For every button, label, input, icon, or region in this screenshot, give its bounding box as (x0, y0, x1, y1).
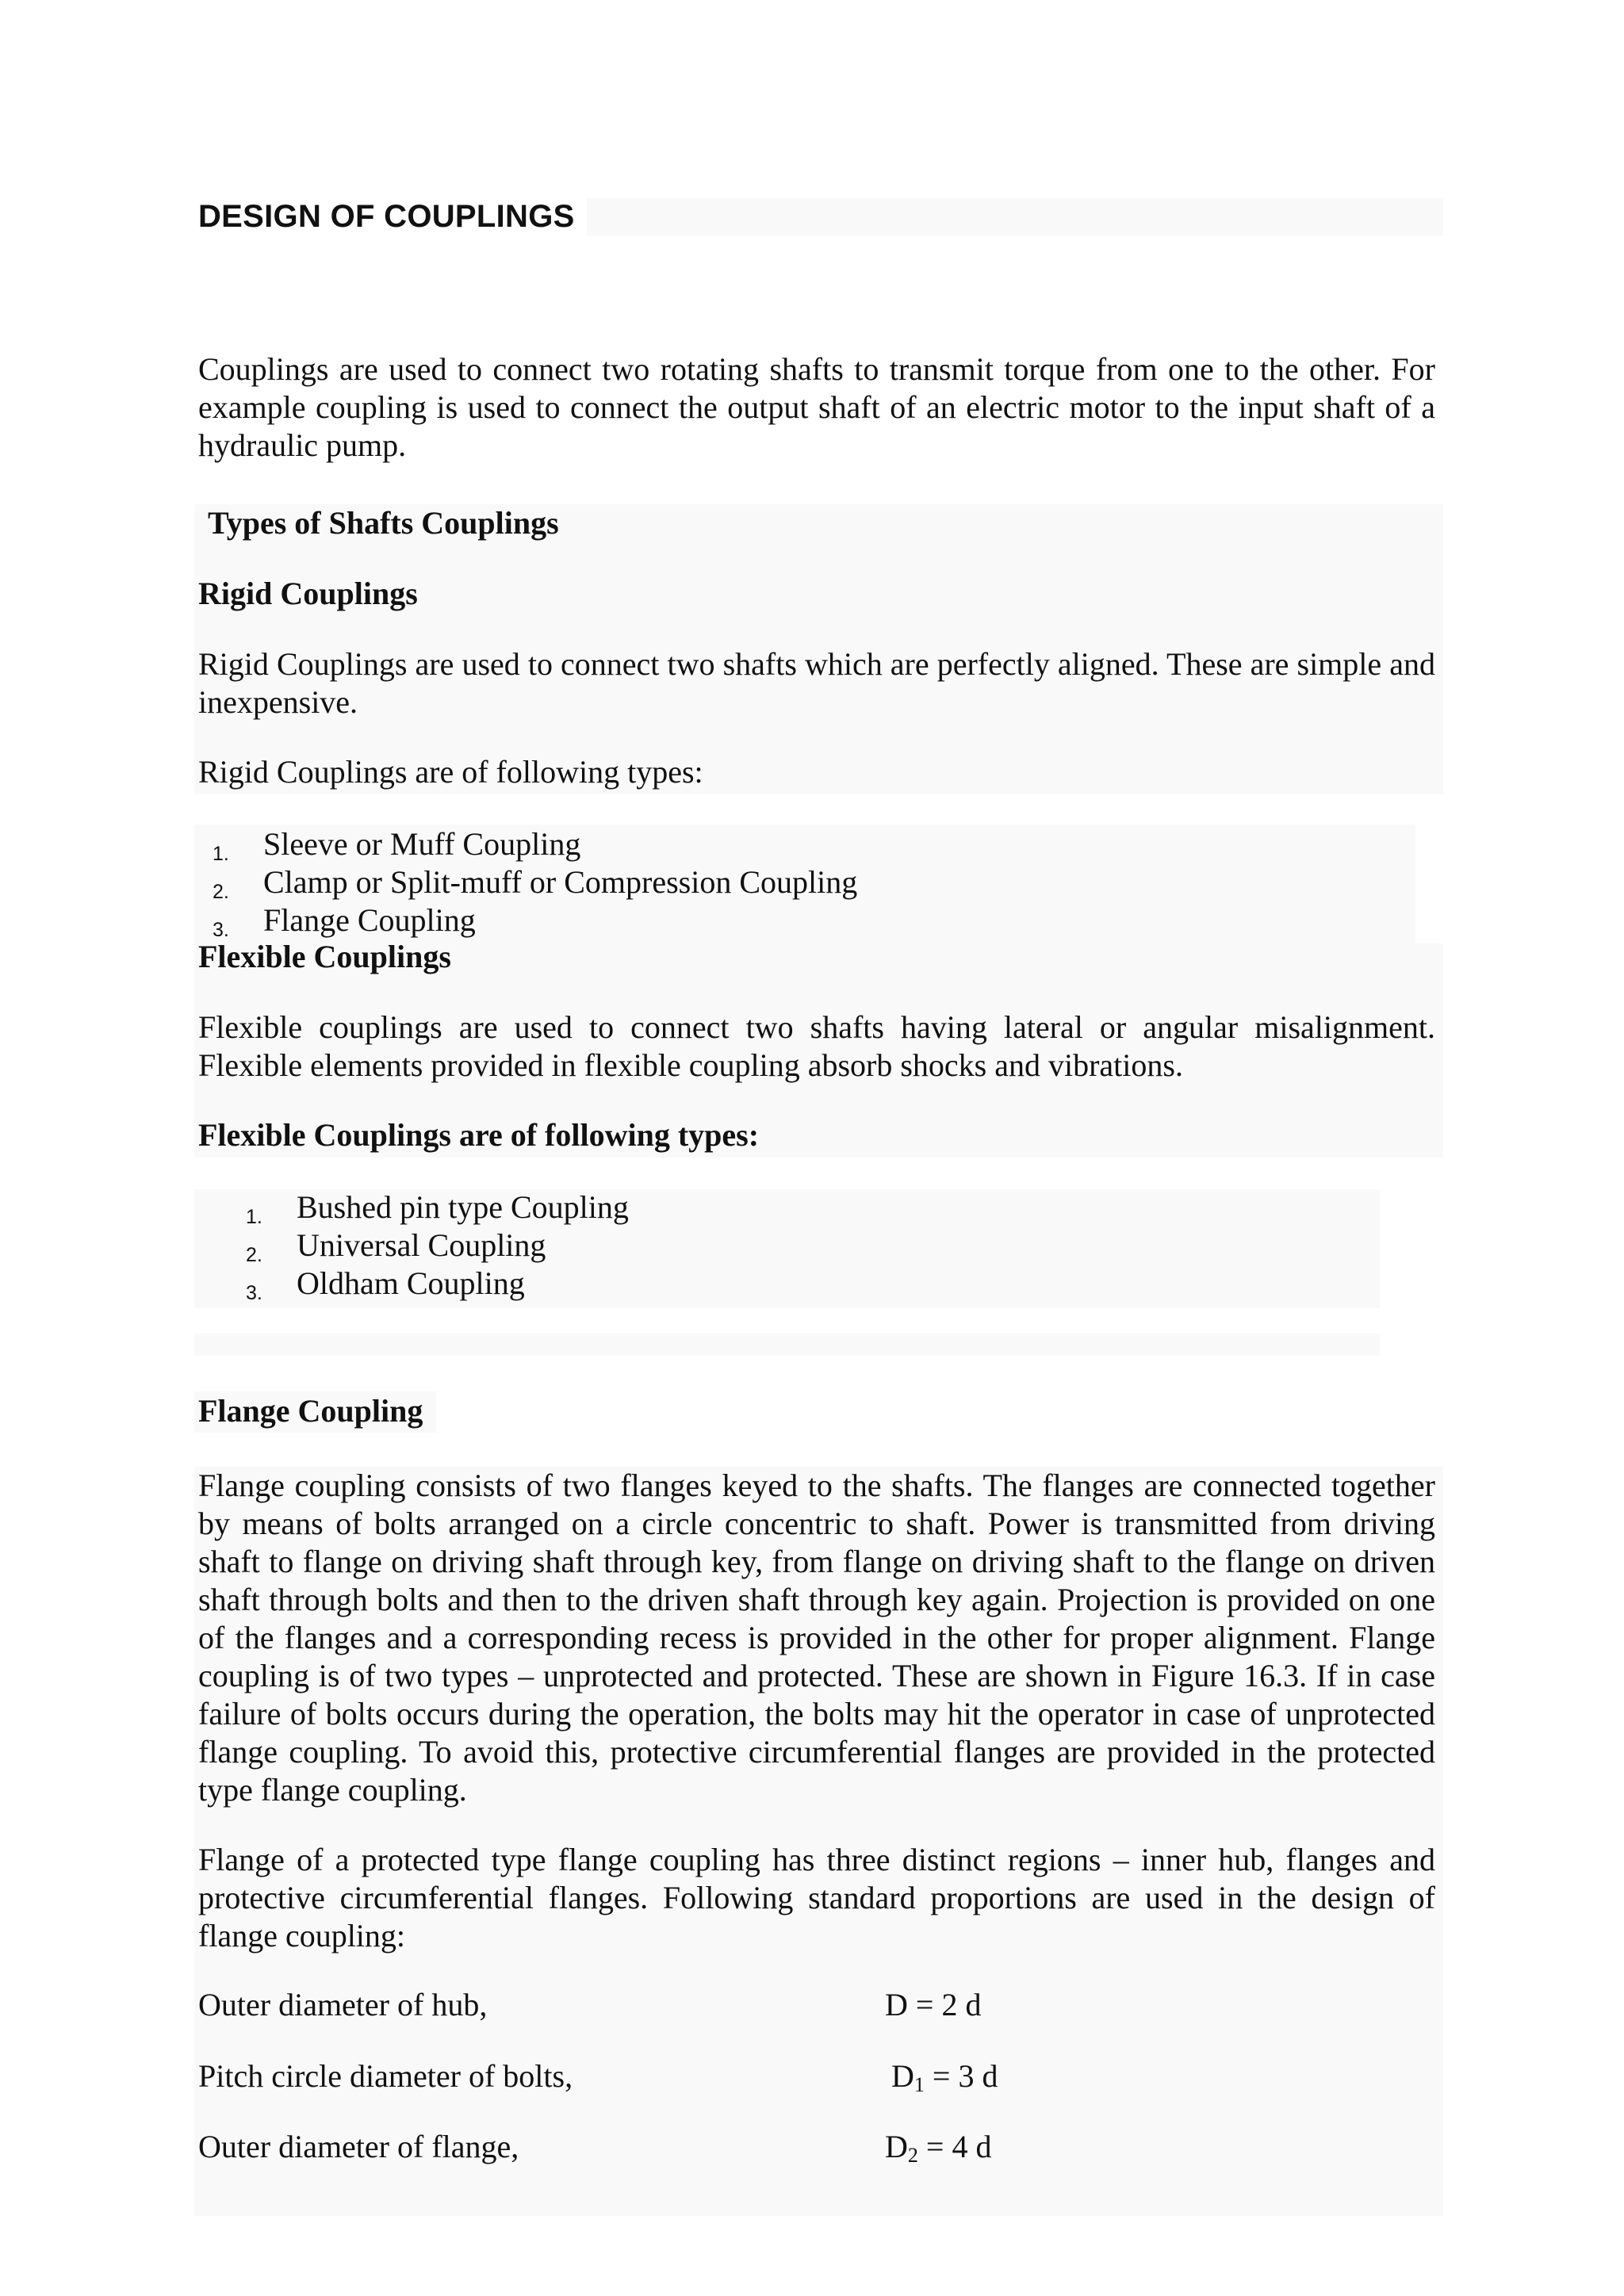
proportion-formula (885, 1986, 981, 2024)
proportion-formula (891, 2057, 998, 2095)
list-item-text: Flange Coupling (263, 902, 476, 938)
formula-symbol: D (885, 2129, 908, 2164)
formula-equation: = 4 d (917, 2129, 992, 2164)
flexible-list-heading: Flexible Couplings are of following types: (198, 1117, 760, 1153)
types-heading: Types of Shafts Couplings (208, 505, 559, 541)
proportion-formula (885, 2128, 991, 2166)
shade-separator (194, 1334, 1380, 1356)
flange-heading: Flange Coupling (198, 1393, 423, 1429)
list-number: 1. (246, 1206, 262, 1228)
proportion-pitch-circle (198, 2057, 998, 2096)
list-number: 1. (213, 843, 229, 865)
proportion-flange (198, 2128, 992, 2167)
formula-subscript: 1 (914, 2073, 925, 2096)
page-title: DESIGN OF COUPLINGS (198, 199, 575, 234)
rigid-description: Rigid Couplings are used to connect two shafts which are perfectly aligned. These are simple and inexpensive. (198, 646, 1435, 720)
list-item-text: Bushed pin type Coupling (297, 1189, 629, 1225)
proportion-label: Outer diameter of flange, (198, 2129, 519, 2164)
flange-paragraph-1: Flange coupling consists of two flanges keyed to the shafts. The flanges are connected together by means of bolts arranged on a circle concentric to shaft. Power is transmitted from driving shaft to flange on driving shaft through key, from flange on driving shaft to the flange on driven shaft through bolts and then to the driven shaft through key again. Projection is provided on one of the flanges and a corresponding recess is provided in the other for proper alignment. Flange coupling is of two types – unprotected and protected. These are shown in Figure 16.3. If in case failure of bolts occurs during the operation, the bolts may hit the operator in case of unprotected flange coupling. To avoid this, protective circumferential flanges are provided in the protected type flange coupling. (198, 1468, 1435, 1808)
list-item-text: Oldham Coupling (297, 1265, 525, 1301)
formula-symbol: D (891, 2058, 914, 2094)
list-number: 2. (213, 881, 229, 903)
rigid-heading: Rigid Couplings (198, 576, 418, 611)
intro-paragraph: Couplings are used to connect two rotating shafts to transmit torque from one to the other. For example coupling is used to connect the output shaft of an electric motor to the input shaft of a hydraulic pump. (198, 351, 1435, 463)
shade-title (587, 198, 1443, 236)
formula-symbol: D (885, 1987, 908, 2022)
flange-paragraph-2: Flange of a protected type flange coupling has three distinct regions – inner hub, flanges and protective circumferential flanges. Following standard proportions are used in the design of flange coupling: (198, 1842, 1435, 1954)
formula-equation: = 2 d (907, 1987, 982, 2022)
rigid-list-intro: Rigid Couplings are of following types: (198, 754, 703, 790)
flexible-heading: Flexible Couplings (198, 939, 451, 974)
list-number: 3. (213, 919, 229, 941)
list-item-text: Universal Coupling (297, 1227, 546, 1263)
formula-equation: = 3 d (924, 2058, 998, 2094)
formula-subscript: 2 (907, 2144, 918, 2167)
proportion-label: Outer diameter of hub, (198, 1987, 488, 2022)
flexible-description: Flexible couplings are used to connect two shafts having lateral or angular misalignment. Flexible elements provided in flexible coupling absorb shocks and vibrations. (198, 1009, 1435, 1083)
list-item-text: Clamp or Split-muff or Compression Coupling (263, 864, 858, 900)
list-item-text: Sleeve or Muff Coupling (263, 826, 581, 862)
list-number: 2. (246, 1244, 262, 1266)
proportion-label: Pitch circle diameter of bolts, (198, 2058, 573, 2094)
list-number: 3. (246, 1282, 262, 1304)
proportion-hub (198, 1986, 982, 2024)
